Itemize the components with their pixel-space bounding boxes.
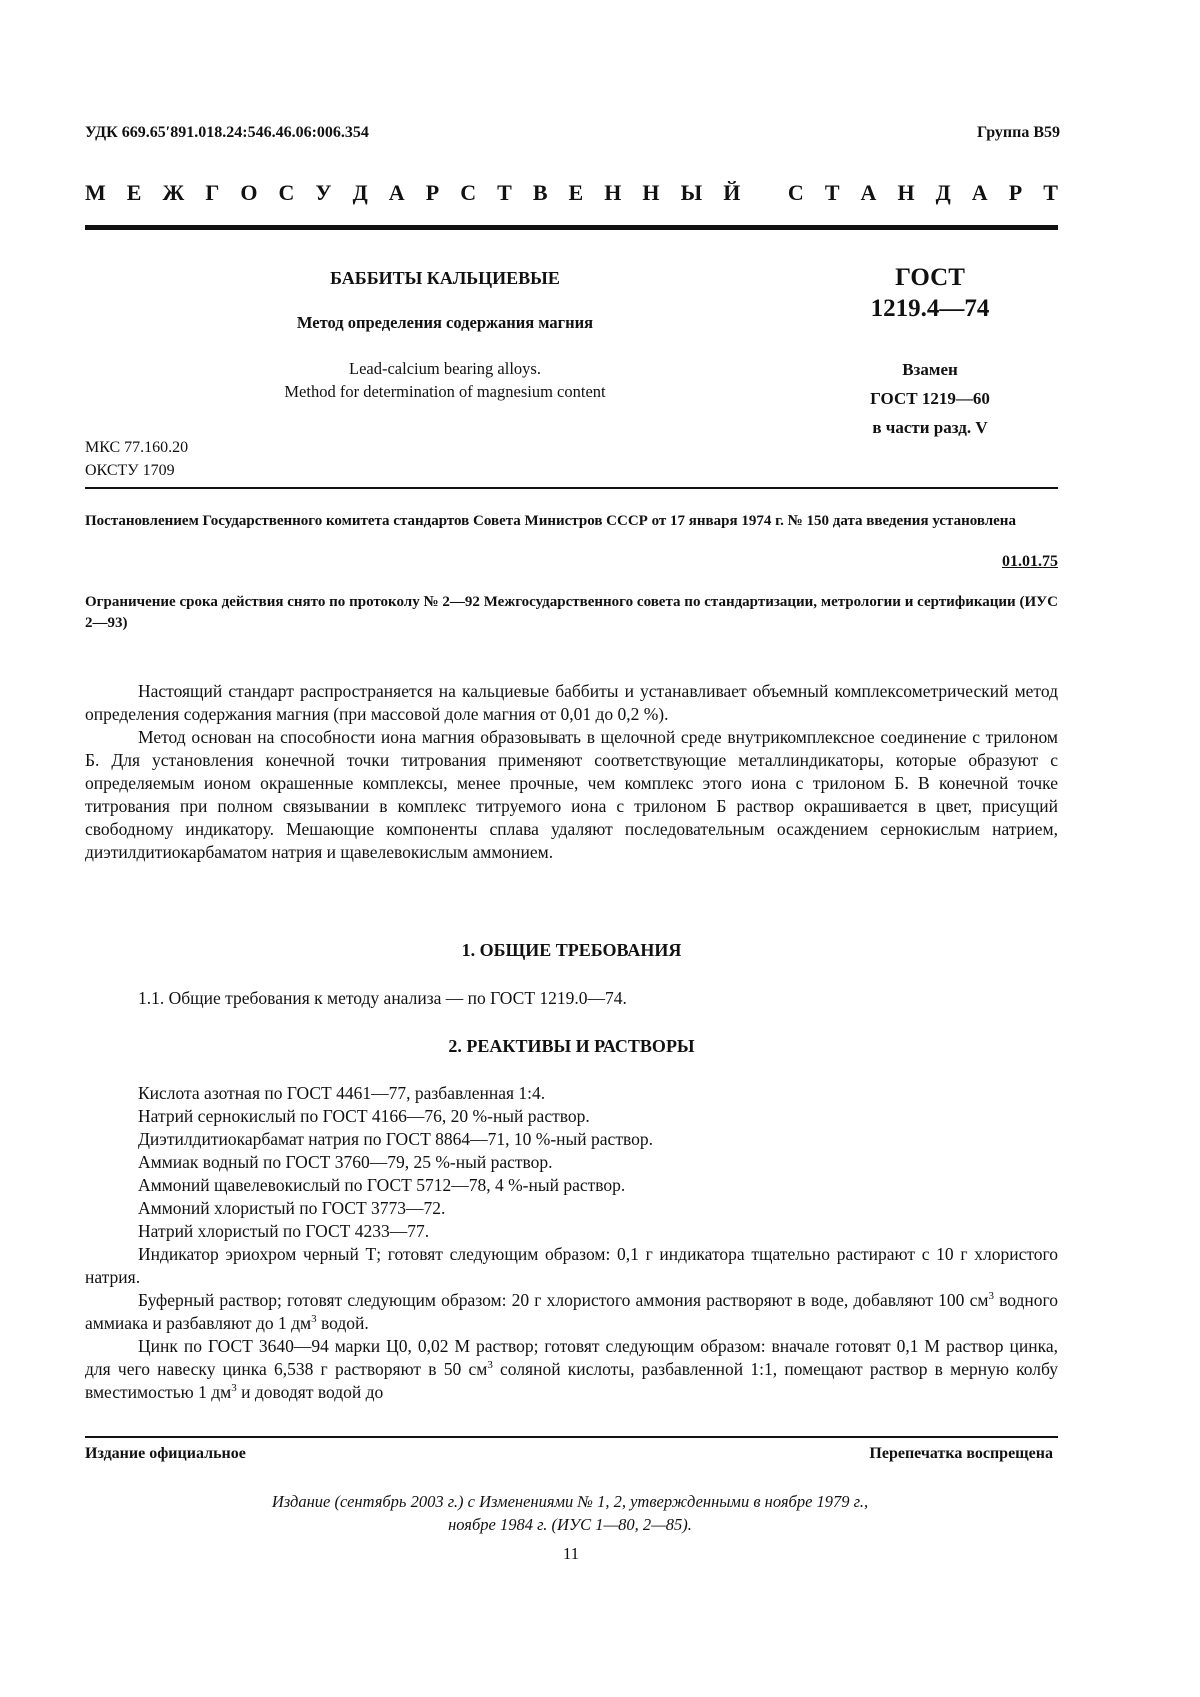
gost-label: ГОСТ — [895, 264, 965, 291]
banner-letter: Г — [205, 180, 220, 205]
banner-letter: А — [971, 180, 988, 205]
reagent-text: Цинк по ГОСТ 3640—94 марки Ц0, 0,02 М раствор; готовят следующим образом: вначале готовят 0,1 М раствор цинка, для чего навеску цинка 6,538 г растворяют в 50 см — [85, 1336, 1058, 1379]
reagent-item: Аммоний хлористый по ГОСТ 3773—72. — [138, 1198, 446, 1218]
reagent-text: соляной кислоты, разбавленной 1:1, помещают раствор в мерную колбу вместимостью 1 дм — [85, 1359, 1058, 1402]
reagent-text: Буферный раствор; готовят следующим образом: 20 г хлористого аммония растворяют в воде, добавляют 100 см — [138, 1290, 989, 1310]
banner-gap — [761, 180, 767, 206]
intro-section — [85, 680, 1058, 864]
banner-letter: Д — [935, 180, 951, 205]
banner-letter: А — [860, 180, 877, 205]
section-1-heading: 1. ОБЩИЕ ТРЕБОВАНИЯ — [461, 940, 682, 960]
gost-number — [840, 262, 1020, 324]
reagents-list — [85, 1082, 1058, 1404]
replaces-gost: ГОСТ 1219—60 — [870, 389, 990, 408]
page-number: 11 — [562, 1544, 580, 1563]
edition-note — [185, 1490, 955, 1536]
section-2-heading: 2. РЕАКТИВЫ И РАСТВОРЫ — [448, 1036, 695, 1056]
reprint-notice: Перепечатка воспрещена — [869, 1445, 1053, 1462]
reagent-item: Индикатор эриохром черный Т; готовят следующим образом: 0,1 г индикатора тщательно растирают с 10 г хлористого натрия. — [85, 1244, 1058, 1287]
mks-code: МКС 77.160.20 — [85, 439, 189, 456]
banner-letter: Р — [425, 180, 440, 205]
banner-letter: М — [85, 180, 106, 205]
banner-letter: Е — [568, 180, 584, 205]
banner-letter: Д — [352, 180, 368, 205]
reagent-text: и доводят водой до — [236, 1382, 384, 1402]
banner-letter: Ы — [680, 180, 703, 205]
reagent-item: Кислота азотная по ГОСТ 4461—77, разбавленная 1:4. — [138, 1083, 546, 1103]
validity-limit-note: Ограничение срока действия снято по протоколу № 2—92 Межгосударственного совета по стандартизации, метрологии и сертификации (ИУС 2—93) — [85, 594, 1058, 631]
banner-letter: О — [240, 180, 258, 205]
reagent-item: Натрий хлористый по ГОСТ 4233—77. — [138, 1221, 430, 1241]
edition-note-line-1: Издание (сентябрь 2003 г.) с Изменениями № 1, 2, утвержденными в ноябре 1979 г., — [271, 1492, 869, 1511]
banner-letter: С — [460, 180, 477, 205]
banner-letter: Н — [897, 180, 915, 205]
replaces-block — [820, 355, 1040, 442]
reagent-zinc — [85, 1335, 1058, 1404]
replaces-label: Взамен — [902, 360, 958, 379]
reagent-item: Аммиак водный по ГОСТ 3760—79, 25 %-ный раствор. — [138, 1152, 553, 1172]
official-edition-label: Издание официальное — [85, 1445, 246, 1462]
reagent-item: Аммоний щавелевокислый по ГОСТ 5712—78, 4 %-ный раствор. — [138, 1175, 626, 1195]
section-1-item: 1.1. Общие требования к методу анализа — по ГОСТ 1219.0—74. — [138, 988, 627, 1008]
superscript: 3 — [311, 1313, 317, 1326]
intro-paragraph-1: Настоящий стандарт распространяется на кальциевые баббиты и устанавливает объемный комплексометрический метод определения содержания магния (при массовой доле магния от 0,01 до 0,2 %). — [85, 681, 1058, 724]
banner-letter: Е — [126, 180, 142, 205]
document-title: БАББИТЫ КАЛЬЦИЕВЫЕ — [330, 268, 560, 288]
decree-text: Постановлением Государственного комитета стандартов Совета Министров СССР от 17 января 1974 г. № 150 дата введения установлена — [85, 513, 1016, 529]
gost-code: 1219.4—74 — [870, 295, 990, 322]
superscript: 3 — [487, 1359, 493, 1372]
banner-letter: В — [532, 180, 548, 205]
banner-letter: Т — [497, 180, 512, 205]
banner-letter: У — [315, 180, 332, 205]
banner-letter: Ж — [162, 180, 185, 205]
banner-letter: А — [388, 180, 405, 205]
reagent-text: водного аммиака и разбавляют до 1 дм — [85, 1290, 1058, 1333]
standard-banner — [85, 180, 1058, 206]
banner-letter: С — [278, 180, 295, 205]
banner-letter: С — [787, 180, 804, 205]
superscript: 3 — [988, 1290, 994, 1303]
banner-letter: Н — [642, 180, 660, 205]
document-subtitle: Метод определения содержания магния — [296, 313, 594, 332]
superscript: 3 — [231, 1382, 237, 1395]
banner-letter: Р — [1008, 180, 1023, 205]
english-title — [180, 357, 710, 403]
replaces-section: в части разд. V — [872, 418, 988, 437]
reagent-text: водой. — [316, 1313, 369, 1333]
reagent-item: Диэтилдитиокарбамат натрия по ГОСТ 8864—71, 10 %-ный раствор. — [138, 1129, 653, 1149]
english-title-line-1: Lead-calcium bearing alloys. — [349, 359, 541, 378]
banner-letter: Н — [604, 180, 622, 205]
okstu-code: ОКСТУ 1709 — [85, 462, 175, 479]
reagent-buffer — [85, 1289, 1058, 1335]
top-rule — [85, 225, 1058, 230]
english-title-line-2: Method for determination of magnesium content — [284, 382, 606, 401]
classification-codes — [85, 436, 188, 482]
title-rule — [85, 487, 1058, 489]
intro-paragraph-2: Метод основан на способности иона магния образовывать в щелочной среде внутрикомплексное соединение с трилоном Б. Для установления конечной точки титрования применяют соответствующие металлиндикаторы, которые образуют с определяемым ионом окрашенные комплексы, менее прочные, чем комплекс этого иона с трилоном Б. В конечной точке титрования при полном связывании в комплекс титруемого иона с трилоном Б раствор окрашивается в цвет, присущий свободному индикатору. Мешающие компоненты сплава удаляют последовательным осаждением сернокислым натрием, диэтилдитиокарбаматом натрия и щавелевокислым аммонием. — [85, 727, 1058, 862]
banner-letter: Й — [723, 180, 741, 205]
banner-letter: Т — [1043, 180, 1058, 205]
footer-rule — [85, 1436, 1058, 1438]
udk-code: УДК 669.65′891.018.24:546.46.06:006.354 — [85, 124, 369, 141]
introduction-date: 01.01.75 — [1002, 553, 1058, 570]
banner-letter: Т — [824, 180, 840, 205]
reagent-item: Натрий сернокислый по ГОСТ 4166—76, 20 %-ный раствор. — [138, 1106, 590, 1126]
edition-note-line-2: ноябре 1984 г. (ИУС 1—80, 2—85). — [448, 1515, 692, 1534]
group-code: Группа В59 — [977, 124, 1060, 141]
